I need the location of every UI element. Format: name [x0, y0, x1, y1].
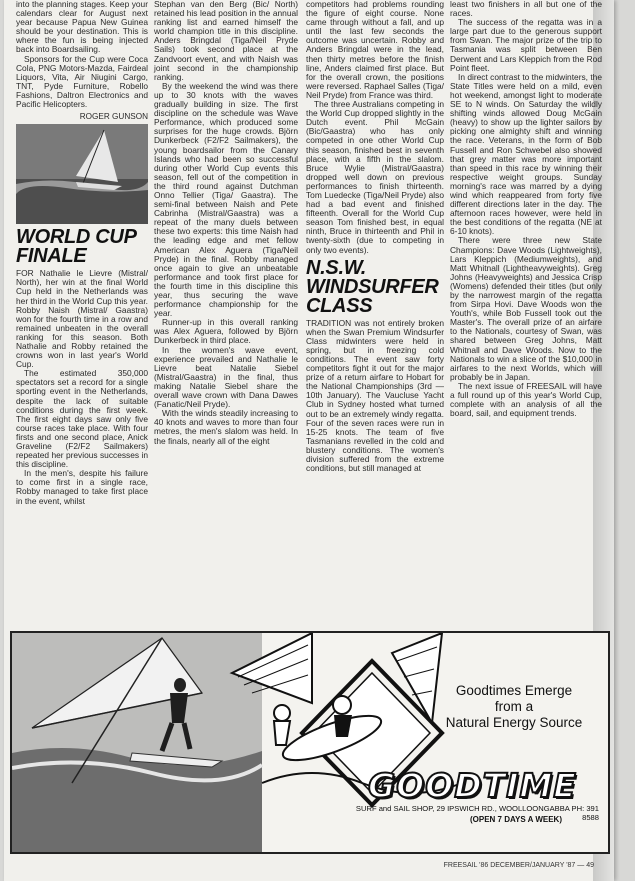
ad-headline-line: from a	[494, 699, 534, 714]
paragraph: The next issue of FREESAIL will have a full round up of this year's World Cup, complete with an analysis of all the board, sail, and equipment trends.	[450, 380, 602, 419]
paragraph: By the weekend the wind was there up to 30 knots with the waves gradually building in size. The first discipline on the schedule was Wave Performance, which produced some surprises for the huge crowds. Björn Dunkerbeck (F2/F2 Sailmakers), the young boardsailor from the Canary Islands who had been so successful during other World Cup events this season, fell out of the competition in the third round against Dutchman Onno Tellier (Tiga/ Gaastra). The semi-final between Naish and Pete Cabrinha (Mistral/Gaastra) was a repeat of the many duels between these two experts: this time Naish had the leading edge and met fellow American Alex Aguera (Tiga/Neil Pryde) in the final. Robby managed once again to give an unbeatable performance and took first place for the fourth time in this discipline this year, thus securing the wave performance championship for the year.	[154, 80, 298, 319]
ad-headline-line: Natural Energy Source	[445, 715, 583, 730]
windsurfer-photo	[16, 124, 148, 224]
paragraph: In the men's, despite his failure to come first in a single race, Robby managed to take first place in the event, whilst	[16, 468, 148, 506]
paragraph: With the winds steadily increasing to 40 knots and waves to more than four metres, the men's slalom was held. In the finals, nearly all of the eight	[154, 408, 298, 446]
paragraph: In direct contrast to the midwinters, the State Titles were held on a mild, even hot weekend, amongst light to moderate SE to N winds. On Saturday the wildly shifting winds allowed Doug McGain (heavy) to show up the lighter sailors by picking one almighty shift and winning the race. Veterans, in the form of Bob Fussell and Ron Schwebel also showed that grey matter was more important than speed in this race by winning their respective weight groups. Sunday morning's race was marred by a dying wind which reappeared from forty five different directions later in the day. The afternoon races however, were held in the best conditions of the regatta (NE at 6-10 knots).	[450, 71, 602, 237]
paragraph: Stephan van den Berg (Bic/ North) retained his lead position in the annual ranking list and earned himself the world champion title in this discipline. Anders Bringdal (Tiga/Neil Pryde Sails) took second place at the Zandvoort event, and with Naish was joint second in the championship ranking.	[154, 0, 298, 82]
author-byline: ROGER GUNSON	[79, 112, 148, 122]
page-footer: FREESAIL '86 DECEMBER/JANUARY '87 — 49	[443, 862, 594, 869]
paragraph: competitors had problems rounding the figure of eight course. None came through without a fall, and up until the last few seconds the outcome was uncertain. Robby and Anders Bringdal were in the lead, then thirty metres before the finish line, Anders claimed first place. But for the overall crown, the positions were reversed. Raphael Salles (Tiga/ Neil Pryde) from France was third.	[306, 0, 444, 100]
section-heading-world-cup: WORLD CUP FINALE	[16, 226, 136, 268]
paragraph: FOR Nathalie le Lievre (Mistral/ North), her win at the final World Cup held in the Netherlands was her third in the World Cup this year. Robby Naish (Mistral/ Gaastra) won for the fourth time in a row and remained unbeaten in the overall ranking for this season. Both Nathalie and Robby retained the crowns won in last year's World Cup.	[16, 268, 148, 370]
paragraph: The success of the regatta was in a large part due to the generous support from Swan. The major prize of the trip to Tasmania was split between Ben Derwent and Lars Kleppich from the Rod Point fleet.	[450, 17, 602, 73]
paragraph: There were three new State Champions: Dave Woods (Lightweights), Lars Kleppich (Mediumweights), and Matt Whitnall (Lightheavyweights). Greg Johns (Heavyweights) and Jessica Crisp (Womens) defended their titles (but only by the narrowest margin of the regatta from Sirpa Hovi. Dave Woods won the Youth's, while Bob Fussell took out the Master's. The overall prize of an airfare to the Nationals, courtesy of Swan, was shared between Greg Johns, Matt Whitnall and Dave Woods. Now to the Nationals to win a slice of the $10,000 in airfares to the next Worlds, which will probably be in Japan.	[450, 235, 602, 382]
paragraph: into the planning stages. Keep your calendars clear for August next year because Papua New Guinea should be your destination. This is where the fun is being injected back into Boardsailing.	[16, 0, 148, 55]
article-column-1	[16, 0, 148, 506]
paragraph: TRADITION was not entirely broken when the Swan Premium Windsurfer Class midwinters were held in spring, but in freezing cold conditions. The event saw forty competitors fight it out for the major prize of a return airfare to Hobart for the National Championships (3rd — 10th January). The Vaucluse Yacht Club in Sydney hosted what turned out to be an extremely windy regatta. Four of the seven races were run in 15-25 knots. The team of five Tasmanians revelled in the cold and blustery conditions. The women's division suffered from the extreme conditions, but still managed at	[306, 317, 444, 474]
article-column-3	[306, 0, 444, 473]
paragraph: In the women's wave event, experience prevailed and Nathalie le Lievre beat Natalie Siebel (Mistral/Gaastra) in the final, thus making Natalie Siebel share the overall wave crown with Dana Dawes (Fanatic/Neil Pryde).	[154, 344, 298, 410]
paragraph: Sponsors for the Cup were Coca Cola, PNG Motors-Mazda, Fairdeal Liquors, Vita, Air Niugini Cargo, TNT, Pyde Furniture, Robello Fashions, Daltron Electronics and Pacific Helicopters.	[16, 53, 148, 110]
paragraph: The three Australians competing in the World Cup dropped slightly in the Dutch event. Phil McGain (Bic/Gaastra) who has only competed in one other World Cup this season, finished best in seventh place, with a fifth in the slalom. Bruce Wylie (Mistral/Gaastra) dropped well down on previous performances to finish thirteenth. Tom Luedecke (Tiga/Neil Pryde) also had a bad event and finished fifteenth. Overall for the World Cup season Tom finished best, in equal ninth, Bruce in thirteenth and Phil in twenty-sixth (due to competing in only two events).	[306, 99, 444, 255]
paragraph: The estimated 350,000 spectators set a record for a single sporting event in the Netherlands, despite the lack of suitable conditions during the first week. The first eight days saw only five course races take place. With four firsts and one second place, Anick Graveline (F2/F2 Sailmakers) repeated her previous successes in this discipline.	[16, 368, 148, 470]
shop-address: SURF and SAIL SHOP, 29 IPSWICH RD., WOOLLOONGABBA PH: 391 8588	[355, 804, 599, 822]
ad-headline-line: Goodtimes Emerge	[455, 683, 573, 698]
magazine-page	[4, 0, 614, 881]
opening-hours: (OPEN 7 DAYS A WEEK)	[469, 815, 562, 824]
paragraph: Runner-up in this overall ranking was Alex Aguera, followed by Björn Dunkerbeck in third place.	[154, 317, 298, 346]
section-heading-nsw-windsurfer: N.S.W. WINDSURFER CLASS	[306, 256, 439, 317]
article-column-4	[450, 0, 602, 418]
goodtime-advertisement	[10, 631, 610, 854]
ad-headline	[444, 683, 584, 731]
article-column-2	[154, 0, 298, 446]
goodtime-logo: GOODTIME	[368, 766, 577, 805]
paragraph: least two finishers in all but one of the races.	[450, 0, 602, 19]
